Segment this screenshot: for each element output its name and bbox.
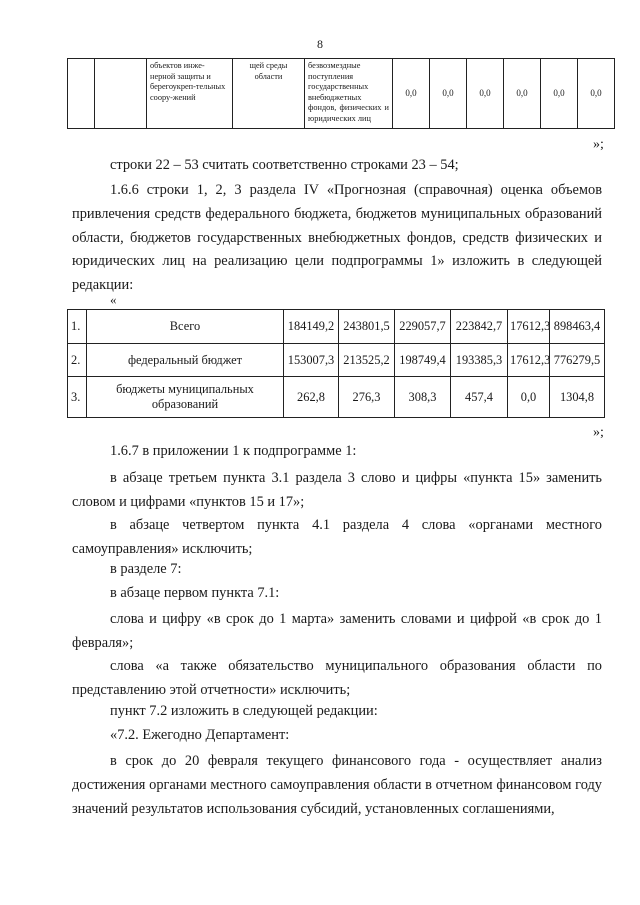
table-cell: 0,0 [541,59,578,129]
table-cell: 198749,4 [395,344,451,377]
table-row [68,377,605,418]
table-cell [95,59,147,129]
funding-table [67,309,605,418]
paragraph-fevral: в срок до 20 февраля текущего финансового года - осуществляет анализ достижения органами местного самоуправления области в отчетном финансовом году значений результатов использования субсидий, установленных соглашениями, [72,753,602,817]
table-cell: безвозмездные поступления государственных внебюджетных фондов, физических и юридических лиц [305,59,393,129]
continuation-table [67,58,615,129]
table-cell: 308,3 [395,377,451,418]
paragraph-takzhe: слова «а также обязательство муниципального образования области по представлению этой отчетности» исключить; [72,658,602,698]
table-cell: 193385,3 [451,344,508,377]
table-cell: 17612,3 [508,310,550,344]
closing-quote: »; [593,425,604,440]
page-number: 8 [317,37,323,51]
paragraph-abz4: в абзаце четвертом пункта 4.1 раздела 4 слова «органами местного самоуправления» исключить; [72,517,602,557]
opening-quote: « [110,292,117,307]
table-cell: 0,0 [578,59,615,129]
table-cell: 898463,4 [550,310,605,344]
row-number: 2. [68,344,87,377]
table-cell: 153007,3 [284,344,339,377]
table-cell: 0,0 [430,59,467,129]
table-cell: 1304,8 [550,377,605,418]
table-cell: 262,8 [284,377,339,418]
paragraph-abz3: в абзаце третьем пункта 3.1 раздела 3 слово и цифры «пункта 15» заменить словом и цифрами «пунктов 15 и 17»; [72,470,602,510]
table-cell: 184149,2 [284,310,339,344]
table-row [68,59,615,129]
table-cell: 0,0 [504,59,541,129]
closing-quote: »; [593,137,604,152]
paragraph-srok: слова и цифру «в срок до 1 марта» заменить словами и цифрой «в срок до 1 февраля»; [72,611,602,651]
table-cell: 0,0 [393,59,430,129]
table-cell: 776279,5 [550,344,605,377]
table-cell: 0,0 [508,377,550,418]
table-cell [68,59,95,129]
paragraph-166: 1.6.6 строки 1, 2, 3 раздела IV «Прогнозная (справочная) оценка объемов привлечения средств федерального бюджета, бюджетов муниципальных образований области, бюджетов государственных внебюджетных фондов, средств физических и юридических лиц на реализацию цели подпрограммы 1» изложить в следующей редакции: [72,182,602,294]
table-cell: 229057,7 [395,310,451,344]
row-number: 3. [68,377,87,418]
row-label: федеральный бюджет [87,344,284,377]
line-abz1: в абзаце первом пункта 7.1: [110,585,280,601]
line-razdel7: в разделе 7: [110,561,182,577]
table-cell: 276,3 [339,377,395,418]
table-cell: щей среды области [233,59,305,129]
line-72: «7.2. Ежегодно Департамент: [110,727,290,743]
row-label: бюджеты муниципальных образований [87,377,284,418]
table-row [68,310,605,344]
table-cell: 213525,2 [339,344,395,377]
rows-shift-line: строки 22 – 53 считать соответственно строками 23 – 54; [110,157,459,173]
row-number: 1. [68,310,87,344]
table-cell: 17612,3 [508,344,550,377]
table-cell: 0,0 [467,59,504,129]
table-cell: 243801,5 [339,310,395,344]
table-cell: объектов инже-нерной защиты и берегоукреп-тельных соору-жений [147,59,233,129]
table-row [68,344,605,377]
line-punkt72: пункт 7.2 изложить в следующей редакции: [110,703,378,719]
table-cell: 223842,7 [451,310,508,344]
line-167: 1.6.7 в приложении 1 к подпрограмме 1: [110,443,357,459]
row-label: Всего [87,310,284,344]
table-cell: 457,4 [451,377,508,418]
